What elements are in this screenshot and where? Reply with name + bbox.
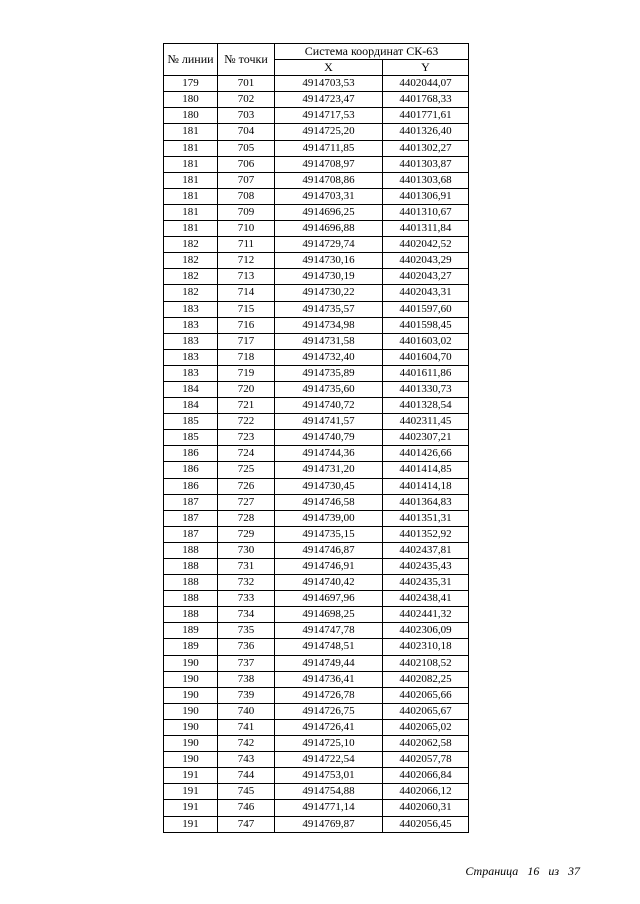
x-coordinate-cell: 4914731,58 — [275, 333, 383, 349]
table-row — [164, 752, 469, 768]
x-coordinate-cell: 4914717,53 — [275, 108, 383, 124]
of-word: из — [548, 864, 559, 878]
x-coordinate-cell: 4914741,57 — [275, 414, 383, 430]
point-number-cell: 730 — [218, 542, 275, 558]
point-number-cell: 704 — [218, 124, 275, 140]
table-row — [164, 494, 469, 510]
table-row — [164, 108, 469, 124]
y-coordinate-cell: 4402042,52 — [383, 237, 469, 253]
table-row — [164, 816, 469, 832]
x-coordinate-cell: 4914771,14 — [275, 800, 383, 816]
y-coordinate-cell: 4402082,25 — [383, 671, 469, 687]
table-row — [164, 478, 469, 494]
point-number-cell: 739 — [218, 687, 275, 703]
line-number-cell: 191 — [164, 768, 218, 784]
line-number-cell: 183 — [164, 317, 218, 333]
point-number-cell: 744 — [218, 768, 275, 784]
point-number-cell: 711 — [218, 237, 275, 253]
y-coordinate-cell: 4401768,33 — [383, 92, 469, 108]
point-number-cell: 719 — [218, 365, 275, 381]
line-number-cell: 186 — [164, 446, 218, 462]
point-number-cell: 714 — [218, 285, 275, 301]
x-coordinate-cell: 4914726,75 — [275, 703, 383, 719]
line-number-cell: 190 — [164, 703, 218, 719]
x-coordinate-cell: 4914739,00 — [275, 510, 383, 526]
table-row — [164, 800, 469, 816]
y-coordinate-cell: 4401426,66 — [383, 446, 469, 462]
x-coordinate-cell: 4914747,78 — [275, 623, 383, 639]
point-number-cell: 716 — [218, 317, 275, 333]
point-number-cell: 721 — [218, 398, 275, 414]
y-coordinate-cell: 4401597,60 — [383, 301, 469, 317]
x-coordinate-cell: 4914735,15 — [275, 526, 383, 542]
x-coordinate-cell: 4914735,57 — [275, 301, 383, 317]
y-coordinate-cell: 4401414,85 — [383, 462, 469, 478]
table-header — [164, 44, 469, 76]
line-number-cell: 190 — [164, 687, 218, 703]
table-row — [164, 526, 469, 542]
y-coordinate-cell: 4401611,86 — [383, 365, 469, 381]
table-row — [164, 124, 469, 140]
x-coordinate-cell: 4914696,88 — [275, 221, 383, 237]
point-number-cell: 747 — [218, 816, 275, 832]
table-row — [164, 542, 469, 558]
table-row — [164, 414, 469, 430]
line-number-cell: 191 — [164, 816, 218, 832]
line-number-cell: 186 — [164, 462, 218, 478]
point-number-cell: 713 — [218, 269, 275, 285]
point-number-cell: 715 — [218, 301, 275, 317]
line-number-cell: 185 — [164, 430, 218, 446]
table-row — [164, 607, 469, 623]
point-number-header: № точки — [218, 44, 275, 76]
line-number-cell: 190 — [164, 736, 218, 752]
x-coordinate-cell: 4914708,86 — [275, 172, 383, 188]
point-number-cell: 722 — [218, 414, 275, 430]
table-row — [164, 156, 469, 172]
x-coordinate-cell: 4914725,20 — [275, 124, 383, 140]
line-number-cell: 179 — [164, 76, 218, 92]
point-number-cell: 726 — [218, 478, 275, 494]
point-number-cell: 736 — [218, 639, 275, 655]
y-coordinate-cell: 4401311,84 — [383, 221, 469, 237]
line-number-cell: 187 — [164, 510, 218, 526]
point-number-cell: 735 — [218, 623, 275, 639]
table-row — [164, 237, 469, 253]
x-coordinate-cell: 4914746,58 — [275, 494, 383, 510]
x-coordinate-cell: 4914722,54 — [275, 752, 383, 768]
line-number-cell: 189 — [164, 623, 218, 639]
point-number-cell: 707 — [218, 172, 275, 188]
y-coordinate-cell: 4401303,68 — [383, 172, 469, 188]
point-number-cell: 731 — [218, 559, 275, 575]
table-row — [164, 204, 469, 220]
y-coordinate-cell: 4402438,41 — [383, 591, 469, 607]
x-coordinate-cell: 4914731,20 — [275, 462, 383, 478]
x-coordinate-cell: 4914730,45 — [275, 478, 383, 494]
point-number-cell: 718 — [218, 349, 275, 365]
table-row — [164, 559, 469, 575]
x-coordinate-cell: 4914723,47 — [275, 92, 383, 108]
x-coordinate-cell: 4914711,85 — [275, 140, 383, 156]
x-coordinate-cell: 4914748,51 — [275, 639, 383, 655]
x-coordinate-cell: 4914726,78 — [275, 687, 383, 703]
y-coordinate-cell: 4401598,45 — [383, 317, 469, 333]
point-number-cell: 738 — [218, 671, 275, 687]
x-coordinate-cell: 4914740,42 — [275, 575, 383, 591]
table-row — [164, 591, 469, 607]
line-number-cell: 183 — [164, 349, 218, 365]
y-coordinate-cell: 4401303,87 — [383, 156, 469, 172]
table-row — [164, 349, 469, 365]
y-coordinate-cell: 4401603,02 — [383, 333, 469, 349]
x-coordinate-cell: 4914735,60 — [275, 381, 383, 397]
y-coordinate-cell: 4402057,78 — [383, 752, 469, 768]
y-coordinate-cell: 4401604,70 — [383, 349, 469, 365]
table-row — [164, 510, 469, 526]
line-number-cell: 185 — [164, 414, 218, 430]
line-number-cell: 188 — [164, 559, 218, 575]
line-number-cell: 190 — [164, 655, 218, 671]
table-row — [164, 92, 469, 108]
y-coordinate-cell: 4402435,43 — [383, 559, 469, 575]
y-coordinate-cell: 4402437,81 — [383, 542, 469, 558]
y-coordinate-cell: 4402066,12 — [383, 784, 469, 800]
table-row — [164, 687, 469, 703]
line-number-cell: 190 — [164, 719, 218, 735]
x-coordinate-cell: 4914753,01 — [275, 768, 383, 784]
x-coordinate-cell: 4914696,25 — [275, 204, 383, 220]
table-row — [164, 671, 469, 687]
point-number-cell: 733 — [218, 591, 275, 607]
line-number-cell: 190 — [164, 752, 218, 768]
line-number-cell: 183 — [164, 365, 218, 381]
y-coordinate-cell: 4402306,09 — [383, 623, 469, 639]
x-coordinate-cell: 4914697,96 — [275, 591, 383, 607]
y-coordinate-cell: 4402108,52 — [383, 655, 469, 671]
point-number-cell: 701 — [218, 76, 275, 92]
header-row-top — [164, 44, 469, 60]
table-row — [164, 736, 469, 752]
line-number-cell: 180 — [164, 108, 218, 124]
x-coordinate-cell: 4914735,89 — [275, 365, 383, 381]
table-row — [164, 703, 469, 719]
x-coordinate-cell: 4914740,79 — [275, 430, 383, 446]
line-number-cell: 183 — [164, 333, 218, 349]
point-number-cell: 708 — [218, 188, 275, 204]
y-coordinate-cell: 4401326,40 — [383, 124, 469, 140]
line-number-cell: 187 — [164, 494, 218, 510]
line-number-cell: 184 — [164, 381, 218, 397]
point-number-cell: 712 — [218, 253, 275, 269]
point-number-cell: 717 — [218, 333, 275, 349]
x-coordinate-cell: 4914740,72 — [275, 398, 383, 414]
line-number-cell: 187 — [164, 526, 218, 542]
y-coordinate-cell: 4401352,92 — [383, 526, 469, 542]
point-number-cell: 723 — [218, 430, 275, 446]
point-number-cell: 710 — [218, 221, 275, 237]
line-number-cell: 181 — [164, 188, 218, 204]
table-row — [164, 76, 469, 92]
y-coordinate-cell: 4401771,61 — [383, 108, 469, 124]
y-coordinate-cell: 4402043,29 — [383, 253, 469, 269]
table-row — [164, 285, 469, 301]
y-coordinate-cell: 4402066,84 — [383, 768, 469, 784]
y-coordinate-cell: 4402043,31 — [383, 285, 469, 301]
line-number-cell: 188 — [164, 575, 218, 591]
y-coordinate-cell: 4402043,27 — [383, 269, 469, 285]
point-number-cell: 741 — [218, 719, 275, 735]
x-column-header: X — [275, 60, 383, 76]
page-word: Страница — [465, 864, 519, 878]
table-row — [164, 623, 469, 639]
table-row — [164, 575, 469, 591]
line-number-cell: 181 — [164, 124, 218, 140]
x-coordinate-cell: 4914734,98 — [275, 317, 383, 333]
line-number-cell: 181 — [164, 204, 218, 220]
point-number-cell: 703 — [218, 108, 275, 124]
line-number-cell: 191 — [164, 784, 218, 800]
x-coordinate-cell: 4914698,25 — [275, 607, 383, 623]
point-number-cell: 742 — [218, 736, 275, 752]
table-row — [164, 398, 469, 414]
x-coordinate-cell: 4914732,40 — [275, 349, 383, 365]
table-row — [164, 188, 469, 204]
x-coordinate-cell: 4914744,36 — [275, 446, 383, 462]
y-column-header: Y — [383, 60, 469, 76]
point-number-cell: 725 — [218, 462, 275, 478]
line-number-cell: 182 — [164, 253, 218, 269]
table-row — [164, 768, 469, 784]
point-number-cell: 724 — [218, 446, 275, 462]
line-number-cell: 184 — [164, 398, 218, 414]
point-number-cell: 745 — [218, 784, 275, 800]
y-coordinate-cell: 4401330,73 — [383, 381, 469, 397]
line-number-cell: 182 — [164, 237, 218, 253]
y-coordinate-cell: 4402044,07 — [383, 76, 469, 92]
y-coordinate-cell: 4402435,31 — [383, 575, 469, 591]
point-number-cell: 702 — [218, 92, 275, 108]
table-row — [164, 221, 469, 237]
point-number-cell: 727 — [218, 494, 275, 510]
coordinate-system-header: Система координат СК-63 — [275, 44, 469, 60]
line-number-header: № линии — [164, 44, 218, 76]
y-coordinate-cell: 4402060,31 — [383, 800, 469, 816]
point-number-cell: 728 — [218, 510, 275, 526]
point-number-cell: 746 — [218, 800, 275, 816]
x-coordinate-cell: 4914769,87 — [275, 816, 383, 832]
table-row — [164, 462, 469, 478]
y-coordinate-cell: 4401414,18 — [383, 478, 469, 494]
table-row — [164, 639, 469, 655]
line-number-cell: 186 — [164, 478, 218, 494]
table-row — [164, 301, 469, 317]
table-row — [164, 784, 469, 800]
table-row — [164, 253, 469, 269]
x-coordinate-cell: 4914746,91 — [275, 559, 383, 575]
y-coordinate-cell: 4402065,67 — [383, 703, 469, 719]
x-coordinate-cell: 4914726,41 — [275, 719, 383, 735]
x-coordinate-cell: 4914730,16 — [275, 253, 383, 269]
line-number-cell: 190 — [164, 671, 218, 687]
point-number-cell: 743 — [218, 752, 275, 768]
x-coordinate-cell: 4914725,10 — [275, 736, 383, 752]
point-number-cell: 729 — [218, 526, 275, 542]
point-number-cell: 705 — [218, 140, 275, 156]
table-row — [164, 430, 469, 446]
y-coordinate-cell: 4402065,02 — [383, 719, 469, 735]
y-coordinate-cell: 4402062,58 — [383, 736, 469, 752]
x-coordinate-cell: 4914736,41 — [275, 671, 383, 687]
current-page-number: 16 — [527, 864, 540, 878]
table-row — [164, 719, 469, 735]
line-number-cell: 191 — [164, 800, 218, 816]
line-number-cell: 181 — [164, 156, 218, 172]
coordinates-table — [163, 43, 469, 833]
table-row — [164, 655, 469, 671]
y-coordinate-cell: 4401351,31 — [383, 510, 469, 526]
point-number-cell: 737 — [218, 655, 275, 671]
x-coordinate-cell: 4914749,44 — [275, 655, 383, 671]
table-row — [164, 365, 469, 381]
line-number-cell: 189 — [164, 639, 218, 655]
line-number-cell: 182 — [164, 269, 218, 285]
point-number-cell: 734 — [218, 607, 275, 623]
point-number-cell: 709 — [218, 204, 275, 220]
point-number-cell: 720 — [218, 381, 275, 397]
y-coordinate-cell: 4402441,32 — [383, 607, 469, 623]
point-number-cell: 740 — [218, 703, 275, 719]
y-coordinate-cell: 4402056,45 — [383, 816, 469, 832]
page-footer — [465, 864, 580, 879]
table-row — [164, 269, 469, 285]
point-number-cell: 706 — [218, 156, 275, 172]
y-coordinate-cell: 4401302,27 — [383, 140, 469, 156]
y-coordinate-cell: 4402307,21 — [383, 430, 469, 446]
line-number-cell: 181 — [164, 140, 218, 156]
table-row — [164, 446, 469, 462]
line-number-cell: 182 — [164, 285, 218, 301]
y-coordinate-cell: 4401328,54 — [383, 398, 469, 414]
y-coordinate-cell: 4402065,66 — [383, 687, 469, 703]
line-number-cell: 188 — [164, 542, 218, 558]
x-coordinate-cell: 4914708,97 — [275, 156, 383, 172]
y-coordinate-cell: 4401306,91 — [383, 188, 469, 204]
x-coordinate-cell: 4914703,31 — [275, 188, 383, 204]
line-number-cell: 188 — [164, 607, 218, 623]
table-row — [164, 333, 469, 349]
x-coordinate-cell: 4914703,53 — [275, 76, 383, 92]
line-number-cell: 183 — [164, 301, 218, 317]
y-coordinate-cell: 4401310,67 — [383, 204, 469, 220]
point-number-cell: 732 — [218, 575, 275, 591]
table-body — [164, 76, 469, 832]
y-coordinate-cell: 4401364,83 — [383, 494, 469, 510]
y-coordinate-cell: 4402310,18 — [383, 639, 469, 655]
line-number-cell: 181 — [164, 221, 218, 237]
total-pages-number: 37 — [568, 864, 580, 878]
line-number-cell: 188 — [164, 591, 218, 607]
table-row — [164, 140, 469, 156]
table-row — [164, 172, 469, 188]
x-coordinate-cell: 4914729,74 — [275, 237, 383, 253]
line-number-cell: 181 — [164, 172, 218, 188]
x-coordinate-cell: 4914730,19 — [275, 269, 383, 285]
table-row — [164, 317, 469, 333]
x-coordinate-cell: 4914730,22 — [275, 285, 383, 301]
table-row — [164, 381, 469, 397]
line-number-cell: 180 — [164, 92, 218, 108]
x-coordinate-cell: 4914746,87 — [275, 542, 383, 558]
y-coordinate-cell: 4402311,45 — [383, 414, 469, 430]
x-coordinate-cell: 4914754,88 — [275, 784, 383, 800]
